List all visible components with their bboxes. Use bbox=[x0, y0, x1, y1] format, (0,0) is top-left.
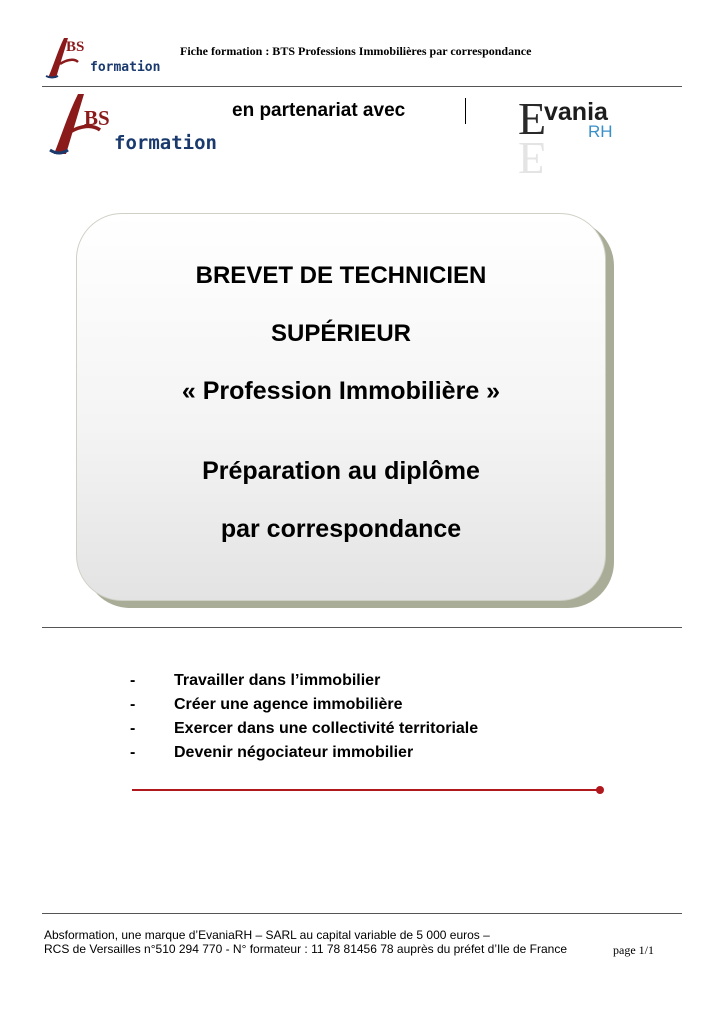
evania-rh-text: RH bbox=[588, 122, 613, 141]
page-number: page 1/1 bbox=[613, 943, 654, 957]
section-divider bbox=[42, 627, 682, 628]
footer-line-2: RCS de Versailles n°510 294 770 - N° formateur : 11 78 81456 78 auprès du préfet d’Ile de France bbox=[44, 942, 568, 956]
list-item bbox=[130, 720, 478, 744]
abs-bs-text-large: BS bbox=[84, 106, 110, 130]
partnership-text: en partenariat avec bbox=[232, 100, 406, 121]
list-item-text: Exercer dans une collectivité territoriale bbox=[174, 720, 479, 737]
title-line-5: par correspondance bbox=[220, 515, 462, 543]
footer-divider bbox=[42, 913, 682, 914]
title-box bbox=[76, 213, 606, 601]
abs-formation-text-large: formation bbox=[114, 132, 217, 154]
header-divider bbox=[42, 86, 682, 87]
list-item-text: Devenir négociateur immobilier bbox=[174, 744, 414, 761]
list-dash: - bbox=[130, 696, 136, 713]
abs-bs-text: BS bbox=[66, 39, 85, 55]
list-item bbox=[130, 672, 478, 696]
accent-line-dot bbox=[596, 786, 604, 794]
list-dash: - bbox=[130, 744, 136, 761]
list-item-text: Créer une agence immobilière bbox=[174, 696, 403, 713]
footer-line-1: Absformation, une marque d’EvaniaRH – SARL au capital variable de 5 000 euros – bbox=[44, 928, 490, 942]
abs-formation-logo bbox=[48, 92, 217, 156]
title-line-3: « Profession Immobilière » bbox=[181, 377, 501, 405]
list-dash: - bbox=[130, 720, 136, 737]
text-cursor-bar bbox=[465, 98, 466, 124]
evania-vania-text: vania bbox=[544, 98, 608, 126]
evania-rh-logo bbox=[518, 93, 628, 184]
evania-e-reflection: E bbox=[518, 133, 547, 184]
list-item bbox=[130, 696, 478, 720]
list-item bbox=[130, 744, 478, 768]
list-item-text: Travailler dans l’immobilier bbox=[174, 672, 381, 689]
title-line-1: BREVET DE TECHNICIEN bbox=[195, 262, 487, 289]
abs-formation-logo-small bbox=[44, 36, 159, 80]
list-dash: - bbox=[130, 672, 136, 689]
career-list bbox=[130, 672, 478, 768]
title-line-2: SUPÉRIEUR bbox=[270, 320, 412, 347]
title-line-4: Préparation au diplôme bbox=[202, 457, 480, 485]
evania-e-letter: E bbox=[518, 93, 547, 144]
header-title: Fiche formation : BTS Professions Immobilières par correspondance bbox=[180, 44, 532, 58]
abs-formation-text: formation bbox=[90, 60, 161, 75]
accent-line bbox=[132, 789, 600, 791]
